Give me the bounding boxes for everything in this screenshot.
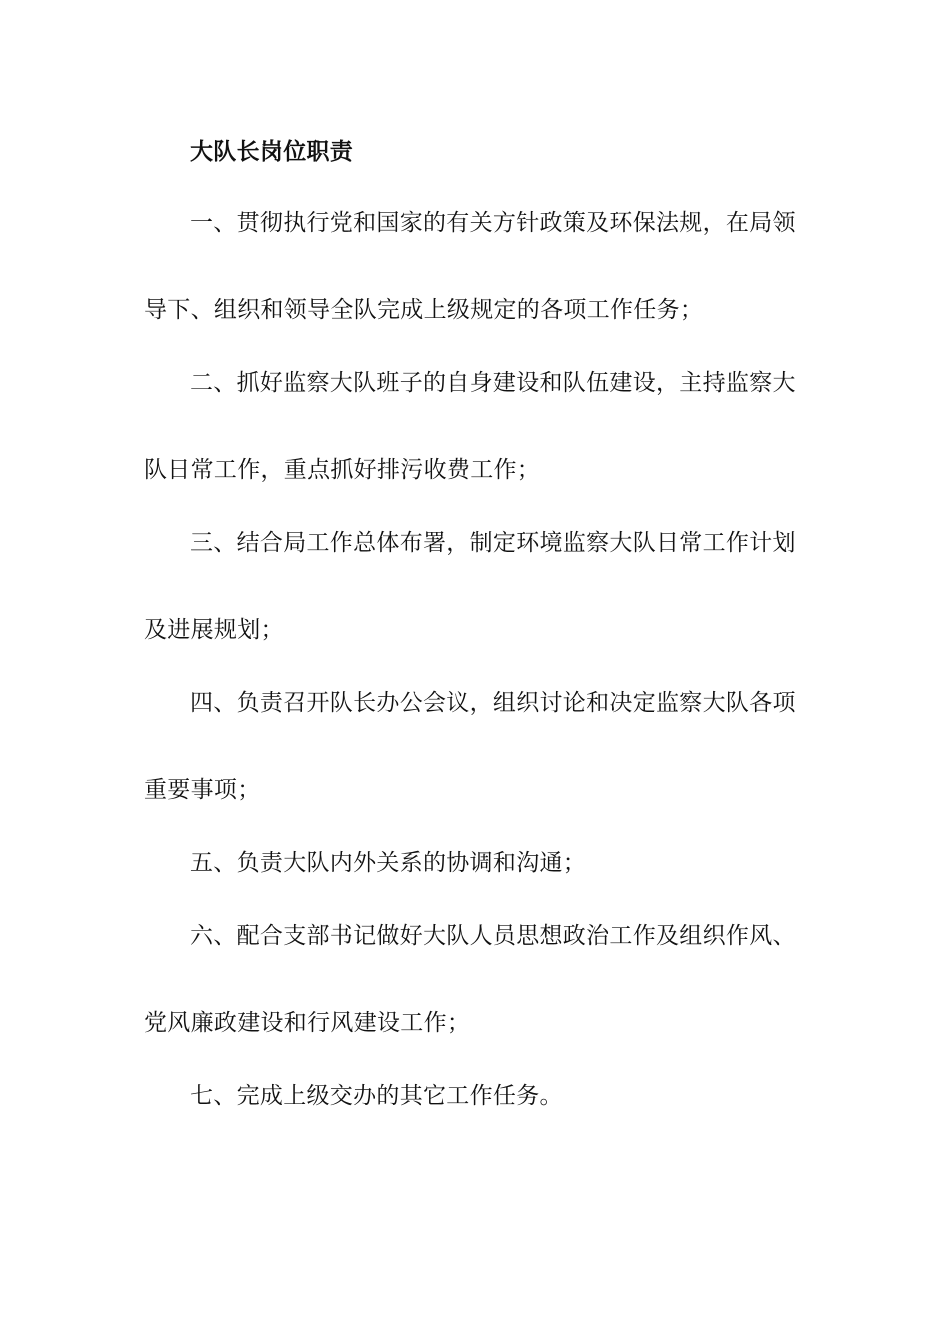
duty-3-line-2: 及进展规划； (144, 617, 284, 643)
duty-2-line-2: 队日常工作，重点抓好排污收费工作； (144, 457, 541, 483)
duty-6-line-2: 党风廉政建设和行风建设工作； (144, 1010, 471, 1036)
duty-3-line-1: 三、结合局工作总体布署，制定环境监察大队日常工作计划 (190, 530, 796, 556)
duty-1-line-1: 一、贯彻执行党和国家的有关方针政策及环保法规，在局领 (190, 210, 796, 236)
duty-4-line-1: 四、负责召开队长办公会议，组织讨论和决定监察大队各项 (190, 690, 796, 716)
document-title: 大队长岗位职责 (190, 139, 354, 165)
duty-5-line-1: 五、负责大队内外关系的协调和沟通； (190, 850, 587, 876)
duty-7-line-1: 七、完成上级交办的其它工作任务。 (190, 1083, 563, 1109)
duty-6-line-1: 六、配合支部书记做好大队人员思想政治工作及组织作风、 (190, 923, 796, 949)
duty-2-line-1: 二、抓好监察大队班子的自身建设和队伍建设，主持监察大 (190, 370, 796, 396)
duty-4-line-2: 重要事项； (144, 777, 261, 803)
duty-1-line-2: 导下、组织和领导全队完成上级规定的各项工作任务； (144, 297, 704, 323)
